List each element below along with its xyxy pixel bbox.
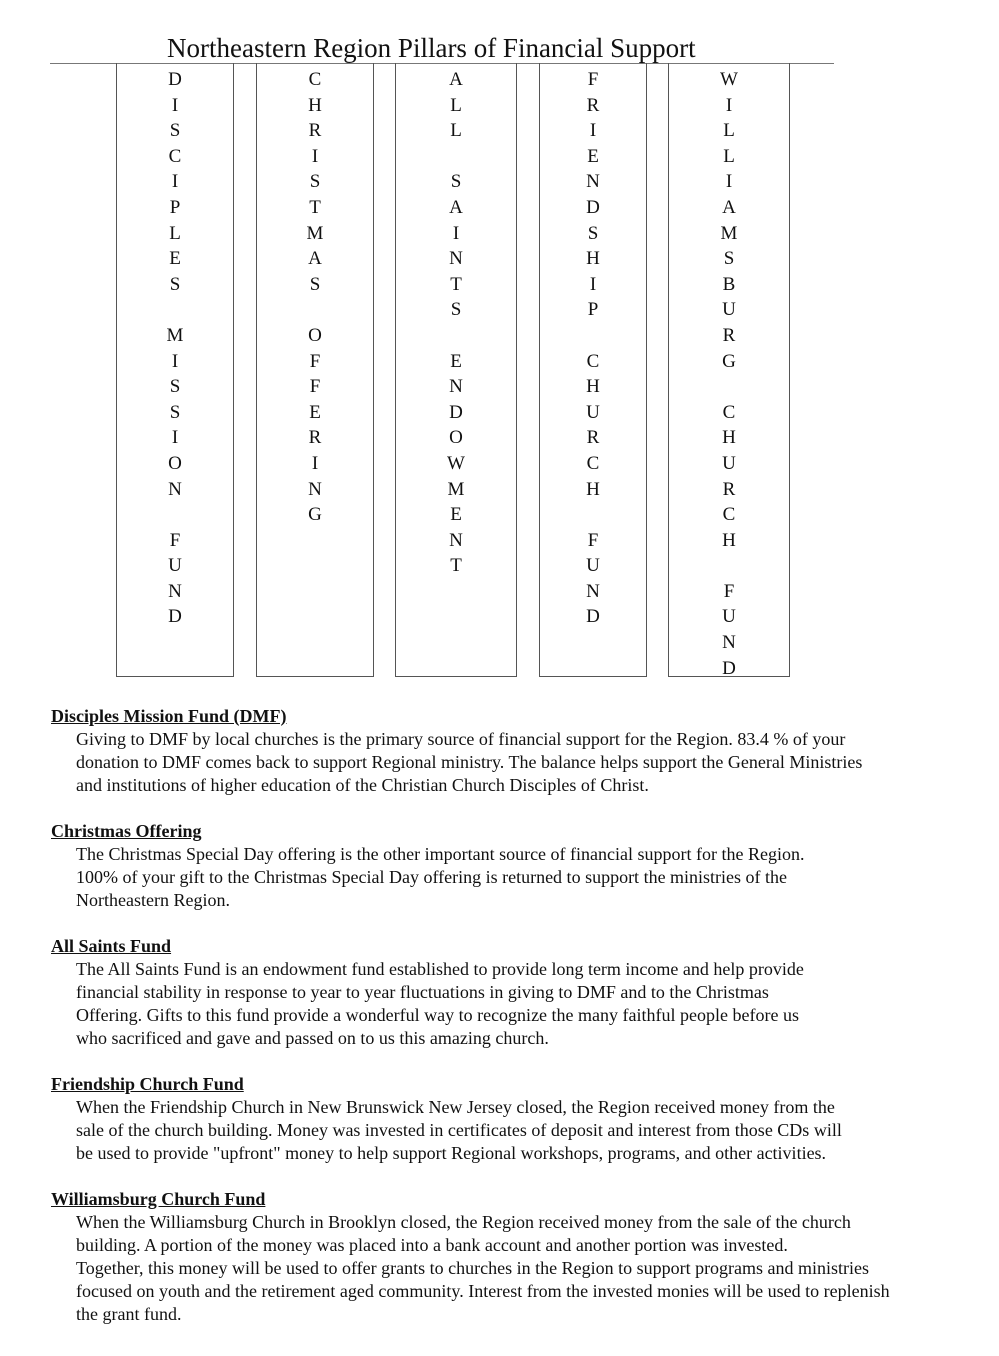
pillar-letter: T (450, 273, 462, 295)
pillar-letter: G (308, 504, 322, 526)
pillar-letter: D (449, 401, 463, 423)
pillar-letter: R (586, 94, 600, 116)
pillar-letter: I (725, 171, 733, 193)
body-line: focused on youth and the retirement aged community. Interest from the invested monies will be used to replenish (76, 1281, 890, 1301)
pillar-letter: H (722, 427, 736, 449)
pillar-letter: M (166, 324, 184, 346)
section-dmf (51, 705, 991, 797)
body-line: When the Williamsburg Church in Brooklyn closed, the Region received money from the sale of the church (76, 1212, 851, 1232)
pillar-letter: U (722, 606, 736, 628)
pillar-letter: M (447, 478, 465, 500)
section-heading: Friendship Church Fund (51, 1074, 244, 1094)
pillar-letter: N (168, 478, 182, 500)
pillar-letter (295, 297, 335, 323)
pillar-letter: M (720, 222, 738, 244)
pillar-letter: U (586, 401, 600, 423)
pillar-letter: S (450, 299, 462, 321)
body-line: Northeastern Region. (76, 890, 230, 910)
pillar-letter: U (586, 555, 600, 577)
pillar-letter: G (722, 350, 736, 372)
pillar-letter: A (449, 196, 463, 218)
pillar-letters-dmf (155, 67, 195, 630)
pillar-letter: C (722, 504, 736, 526)
pillar-letter: I (452, 222, 460, 244)
pillar-letter: B (722, 273, 736, 295)
pillar-letter: C (586, 452, 600, 474)
pillar-letter: E (309, 401, 321, 423)
section-williamsburg (51, 1188, 991, 1326)
pillar-letter: N (308, 478, 322, 500)
pillar-letter: H (586, 248, 600, 270)
pillar-letter: R (722, 324, 736, 346)
body-line: and institutions of higher education of the Christian Church Disciples of Christ. (76, 775, 649, 795)
pillar-letters-williamsburg (709, 67, 749, 681)
section-christmas (51, 820, 991, 912)
pillar-letter: R (308, 120, 322, 142)
pillar-letter: I (725, 94, 733, 116)
body-line: building. A portion of the money was placed into a bank account and another portion was invested. (76, 1235, 788, 1255)
pillar-letters-christmas (295, 67, 335, 528)
section-friendship (51, 1073, 991, 1165)
body-line: Together, this money will be used to offer grants to churches in the Region to support programs and ministries (76, 1258, 870, 1278)
pillar-letter: F (587, 529, 599, 551)
body-line: financial stability in response to year to year fluctuations in giving to DMF and to the Christmas (76, 982, 769, 1002)
pillar-letter: O (449, 427, 463, 449)
pillar-letter: E (450, 504, 462, 526)
pillar-letters-friendship (573, 67, 613, 630)
pillar-letter: D (586, 606, 600, 628)
page-title: Northeastern Region Pillars of Financial Support (167, 33, 696, 63)
body-line: donation to DMF comes back to support Regional ministry. The balance helps support the General Ministries (76, 752, 863, 772)
pillar-letter: S (169, 376, 181, 398)
pillar-letter: F (169, 529, 181, 551)
body-line: the grant fund. (76, 1304, 182, 1324)
pillar-letter: I (311, 452, 319, 474)
pillar-letter: P (587, 299, 599, 321)
pillar-letter: F (587, 69, 599, 90)
body-line: When the Friendship Church in New Brunswick New Jersey closed, the Region received money from the (76, 1097, 835, 1117)
section-heading: Christmas Offering (51, 821, 202, 841)
pillar-letter: I (171, 427, 179, 449)
pillar-letter: C (168, 145, 182, 167)
pillar-letter: E (587, 145, 599, 167)
body-line: Giving to DMF by local churches is the primary source of financial support for the Region. 83.4 % of your (76, 729, 846, 749)
pillar-letter: L (723, 120, 735, 142)
pillar-letter: H (308, 94, 322, 116)
pillar-letter: I (589, 273, 597, 295)
section-body (76, 1096, 991, 1165)
pillar-letter: L (723, 145, 735, 167)
pillar-letter: N (722, 632, 736, 654)
pillar-letter: N (586, 171, 600, 193)
pillar-letters-all-saints (436, 67, 476, 579)
pillar-letter: S (169, 273, 181, 295)
pillar-letter: S (587, 222, 599, 244)
pillar-letter: D (168, 606, 182, 628)
body-line: The All Saints Fund is an endowment fund established to provide long term income and help provide (76, 959, 804, 979)
pillar-letter: A (449, 69, 463, 90)
pillar-letter (436, 323, 476, 349)
pillar-letter: C (308, 69, 322, 90)
section-body (76, 728, 991, 797)
body-line: The Christmas Special Day offering is the other important source of financial support for the Region. (76, 844, 805, 864)
pillar-letter: E (169, 248, 181, 270)
pillar-letter: L (450, 94, 462, 116)
pillar-letter: M (306, 222, 324, 244)
pillar-letter (709, 553, 749, 579)
pillar-letter: U (168, 555, 182, 577)
section-heading: All Saints Fund (51, 936, 172, 956)
pillar-letter (709, 374, 749, 400)
pillar-letter: S (309, 171, 321, 193)
pillar-letter: S (723, 248, 735, 270)
pillar-letter: I (589, 120, 597, 142)
pillar-letter: T (309, 196, 321, 218)
pillar-letter (155, 502, 195, 528)
pillar-letter: H (722, 529, 736, 551)
pillar-letter: S (169, 120, 181, 142)
section-body (76, 843, 991, 912)
pillar-letter: U (722, 299, 736, 321)
pillar-letter: D (586, 196, 600, 218)
body-line: sale of the church building. Money was invested in certificates of deposit and interest from those CDs will (76, 1120, 842, 1140)
pillar-letter: D (168, 69, 182, 90)
pillar-letter: R (586, 427, 600, 449)
section-all-saints (51, 935, 991, 1050)
pillar-letter: N (449, 248, 463, 270)
pillar-letter: H (586, 376, 600, 398)
pillar-letter: P (169, 196, 181, 218)
pillar-letter (436, 144, 476, 170)
body-line: 100% of your gift to the Christmas Special Day offering is returned to support the ministries of the (76, 867, 788, 887)
section-heading: Williamsburg Church Fund (51, 1189, 266, 1209)
pillar-letter: O (168, 452, 182, 474)
pillar-letter: F (309, 376, 321, 398)
pillar-letter: H (586, 478, 600, 500)
pillar-letter: T (450, 555, 462, 577)
pillar-letter: O (308, 324, 322, 346)
pillar-letter: N (449, 529, 463, 551)
body-line: Offering. Gifts to this fund provide a wonderful way to recognize the many faithful people before us (76, 1005, 799, 1025)
pillar-letter: A (308, 248, 322, 270)
pillar-letter: I (311, 145, 319, 167)
pillar-letter: I (171, 94, 179, 116)
section-heading: Disciples Mission Fund (DMF) (51, 706, 287, 726)
pillar-letter: F (309, 350, 321, 372)
pillar-letter: U (722, 452, 736, 474)
section-body (76, 958, 991, 1050)
pillar-letter (573, 323, 613, 349)
pillar-letter: W (720, 69, 738, 90)
pillar-letter: R (722, 478, 736, 500)
pillar-letter: N (168, 580, 182, 602)
pillar-letter: L (450, 120, 462, 142)
pillar-letter: N (449, 376, 463, 398)
pillar-letter: S (309, 273, 321, 295)
section-body (76, 1211, 991, 1326)
pillar-letter: S (169, 401, 181, 423)
pillar-letter: L (169, 222, 181, 244)
pillar-letter: I (171, 350, 179, 372)
pillar-letter: S (450, 171, 462, 193)
pillar-letter: A (722, 196, 736, 218)
pillar-letter: E (450, 350, 462, 372)
pillar-letter: C (722, 401, 736, 423)
body-line: be used to provide "upfront" money to help support Regional workshops, programs, and other activities. (76, 1143, 827, 1163)
pillar-letter: R (308, 427, 322, 449)
pillar-letter (155, 297, 195, 323)
pillar-letter: I (171, 171, 179, 193)
pillar-letter (573, 502, 613, 528)
body-line: who sacrificed and gave and passed on to us this amazing church. (76, 1028, 549, 1048)
pillar-letter: D (722, 657, 736, 679)
pillar-letter: W (447, 452, 465, 474)
pillar-letter: N (586, 580, 600, 602)
pillar-letter: C (586, 350, 600, 372)
pillar-letter: F (723, 580, 735, 602)
